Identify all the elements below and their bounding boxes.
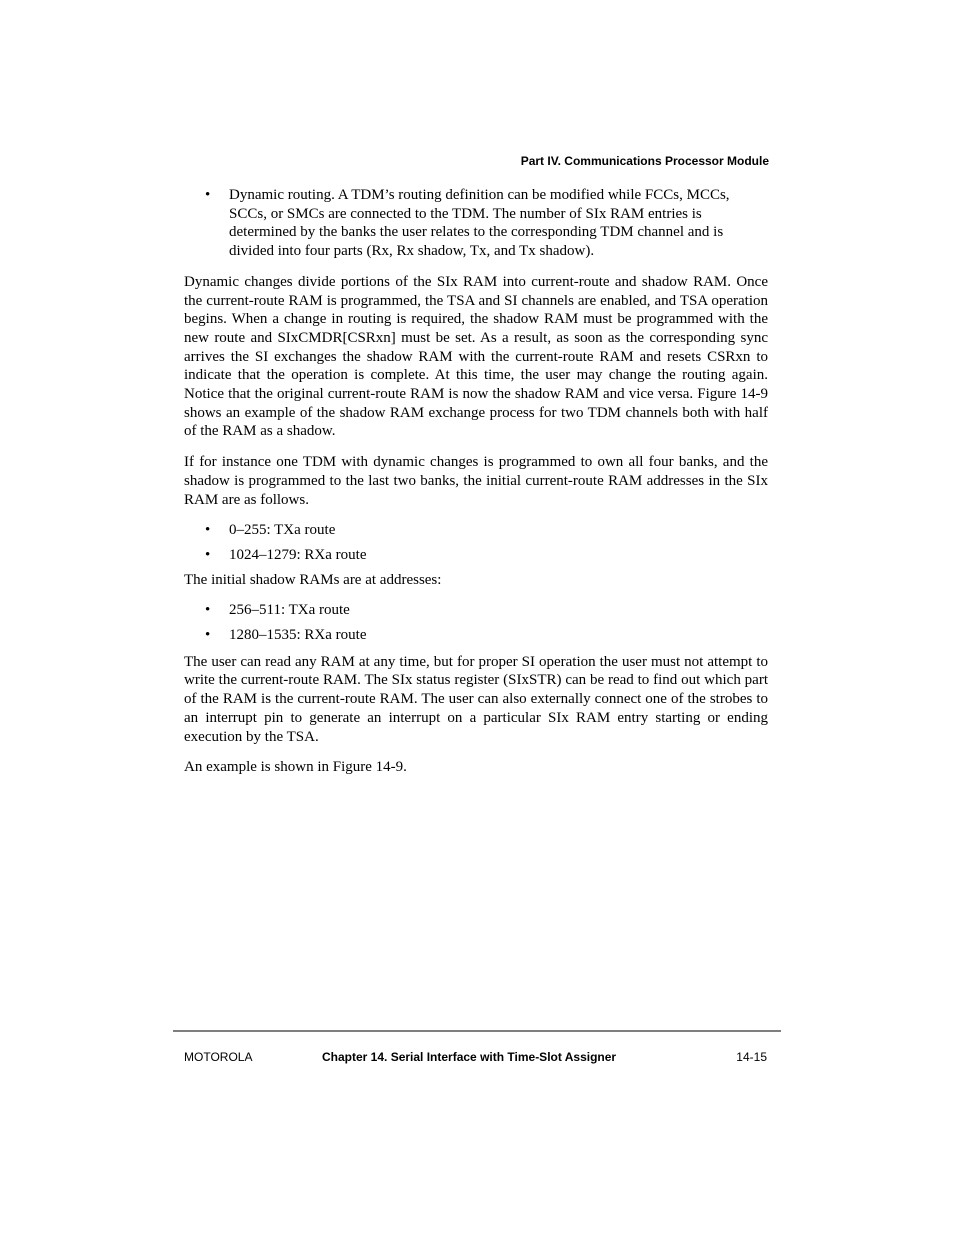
shadow-address-list [184,601,768,644]
paragraph-dynamic-changes: Dynamic changes divide portions of the SIx RAM into current-route and shadow RAM. Once the current-route RAM is programmed, the TSA and SI channels are enabled, and TSA operation begins. When a change in routing is required, the shadow RAM must be programmed with the new route and SIxCMDR[CSRxn] must be set. As a result, as soon as the corresponding sync arrives the SI exchanges the shadow RAM with the current-route RAM and resets CSRxn to indicate that the operation is complete. At this time, the user may change the routing again. Notice that the original current-route RAM is now the shadow RAM and vice versa. Figure 14-9 shows an example of the shadow RAM exchange process for two TDM channels both with half of the RAM as a shadow. [184,273,768,440]
footer-divider [173,1030,781,1032]
footer-chapter-title: Chapter 14. Serial Interface with Time-Slot Assigner [322,1050,617,1064]
footer-company: MOTOROLA [184,1050,253,1064]
paragraph-example: An example is shown in Figure 14-9. [184,759,407,776]
dynamic-routing-list [184,186,768,261]
list-item: • 256–511: TXa route [184,601,768,620]
paragraph-read-ram: The user can read any RAM at any time, but for proper SI operation the user must not attempt to write the current-route RAM. The SIx status register (SIxSTR) can be read to find out which part of the RAM is the current-route RAM. The user can also externally connect one of the strobes to an interrupt pin to generate an interrupt on a particular SIx RAM entry starting or ending execution by the TSA. [184,653,768,745]
footer-page-number: 14-15 [736,1050,767,1064]
list-item: • 1024–1279: RXa route [184,546,768,565]
paragraph-shadow-intro: The initial shadow RAMs are at addresses: [184,571,442,588]
paragraph-four-banks: If for instance one TDM with dynamic changes is programmed to own all four banks, and the shadow is programmed to the last two banks, the initial current-route RAM addresses in the SIx RAM are as follows. [184,454,768,508]
list-item: • 0–255: TXa route [184,521,768,540]
current-route-address-list [184,521,768,564]
page-body [184,186,768,789]
list-item: • Dynamic routing. A TDM’s routing definition can be modified while FCCs, MCCs, SCCs, or SMCs are connected to the TDM. The number of SIx RAM entries is determined by the banks the user relates to the corresponding TDM channel and is divided into four parts (Rx, Rx shadow, Tx, and Tx shadow). [184,186,768,261]
running-header: Part IV. Communications Processor Module [520,154,769,168]
list-item: • 1280–1535: RXa route [184,626,768,645]
